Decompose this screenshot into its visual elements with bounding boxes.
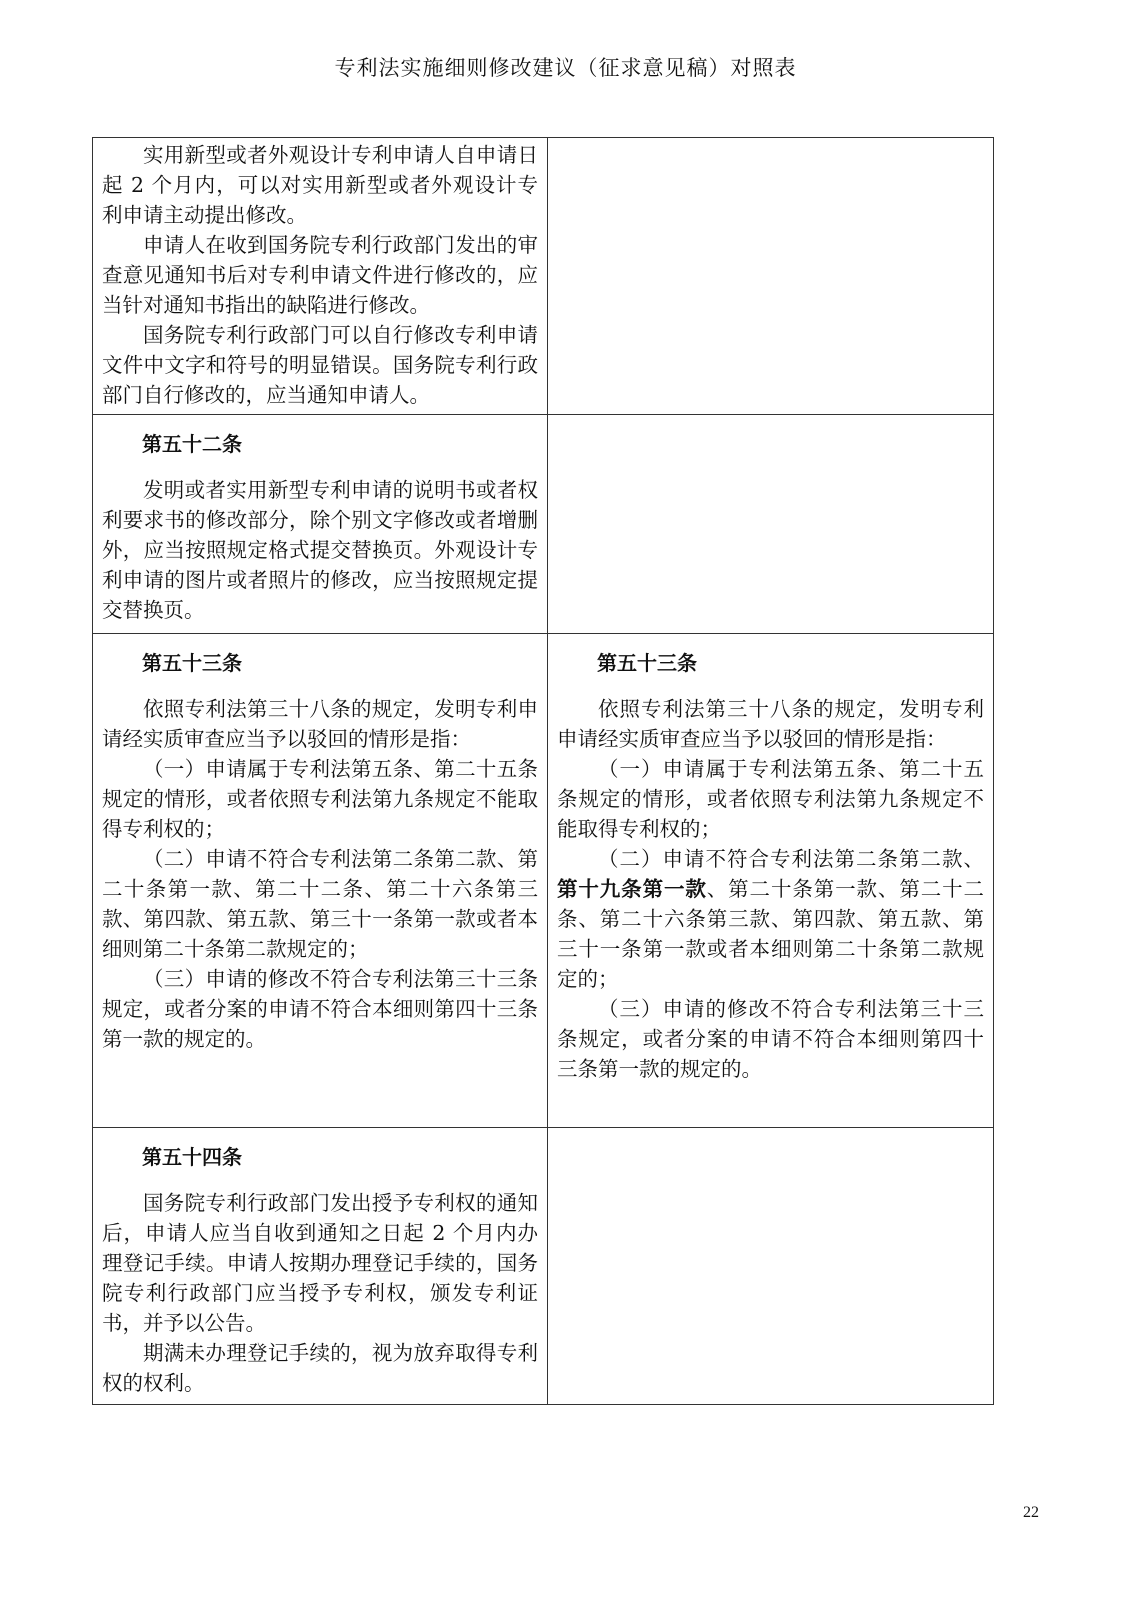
table-row xyxy=(93,634,994,1128)
clause-paragraph: 期满未办理登记手续的，视为放弃取得专利权的权利。 xyxy=(102,1341,538,1395)
original-text-cell xyxy=(93,1128,548,1405)
comparison-table xyxy=(92,137,994,1405)
clause-text: （二）申请不符合专利法第二条第二款、 xyxy=(598,847,984,871)
revised-text-cell xyxy=(548,415,994,634)
clause-paragraph: （一）申请属于专利法第五条、第二十五条规定的情形，或者依照专利法第九条规定不能取得专利权的； xyxy=(102,757,538,841)
revised-text-cell xyxy=(548,1128,994,1405)
page-number: 22 xyxy=(1023,1504,1039,1521)
table-row xyxy=(93,1128,994,1405)
article-heading: 第五十二条 xyxy=(142,432,242,456)
original-text-cell xyxy=(93,634,548,1128)
clause-paragraph xyxy=(557,844,984,994)
clause-paragraph: （一）申请属于专利法第五条、第二十五条规定的情形，或者依照专利法第九条规定不能取得专利权的； xyxy=(557,757,984,841)
page-header-title: 专利法实施细则修改建议（征求意见稿）对照表 xyxy=(334,56,797,80)
clause-paragraph: 实用新型或者外观设计专利申请人自申请日起 2 个月内，可以对实用新型或者外观设计专利申请主动提出修改。 xyxy=(102,143,538,227)
article-heading: 第五十四条 xyxy=(142,1145,242,1169)
clause-paragraph: 国务院专利行政部门可以自行修改专利申请文件中文字和符号的明显错误。国务院专利行政部门自行修改的，应当通知申请人。 xyxy=(102,323,538,407)
original-text-cell xyxy=(93,138,548,415)
table-row xyxy=(93,415,994,634)
clause-text: 、第二十条第一款、第二十二条、第二十六条第三款、第四款、第五款、第三十一条第一款或者本细则第二十条第二款规定的； xyxy=(557,877,985,991)
revised-highlight-text: 第十九条第一款 xyxy=(557,877,707,901)
clause-paragraph: （三）申请的修改不符合专利法第三十三条规定，或者分案的申请不符合本细则第四十三条第一款的规定的。 xyxy=(102,967,538,1051)
clause-paragraph: 发明或者实用新型专利申请的说明书或者权利要求书的修改部分，除个别文字修改或者增删外，应当按照规定格式提交替换页。外观设计专利申请的图片或者照片的修改，应当按照规定提交替换页。 xyxy=(102,478,538,622)
table-row xyxy=(93,138,994,415)
clause-paragraph: 国务院专利行政部门发出授予专利权的通知后，申请人应当自收到通知之日起 2 个月内办理登记手续。申请人按期办理登记手续的，国务院专利行政部门应当授予专利权，颁发专利证书，并予以公告。 xyxy=(102,1191,538,1335)
revised-text-cell xyxy=(548,138,994,415)
clause-paragraph: 依照专利法第三十八条的规定，发明专利申请经实质审查应当予以驳回的情形是指： xyxy=(102,697,538,751)
clause-paragraph: （三）申请的修改不符合专利法第三十三条规定，或者分案的申请不符合本细则第四十三条第一款的规定的。 xyxy=(557,997,984,1081)
article-heading: 第五十三条 xyxy=(597,651,697,675)
clause-paragraph: （二）申请不符合专利法第二条第二款、第二十条第一款、第二十二条、第二十六条第三款、第四款、第五款、第三十一条第一款或者本细则第二十条第二款规定的； xyxy=(102,847,538,961)
clause-paragraph: 依照专利法第三十八条的规定，发明专利申请经实质审查应当予以驳回的情形是指： xyxy=(557,697,984,751)
article-heading: 第五十三条 xyxy=(142,651,242,675)
original-text-cell xyxy=(93,415,548,634)
revised-text-cell xyxy=(548,634,994,1128)
clause-paragraph: 申请人在收到国务院专利行政部门发出的审查意见通知书后对专利申请文件进行修改的，应当针对通知书指出的缺陷进行修改。 xyxy=(102,233,538,317)
